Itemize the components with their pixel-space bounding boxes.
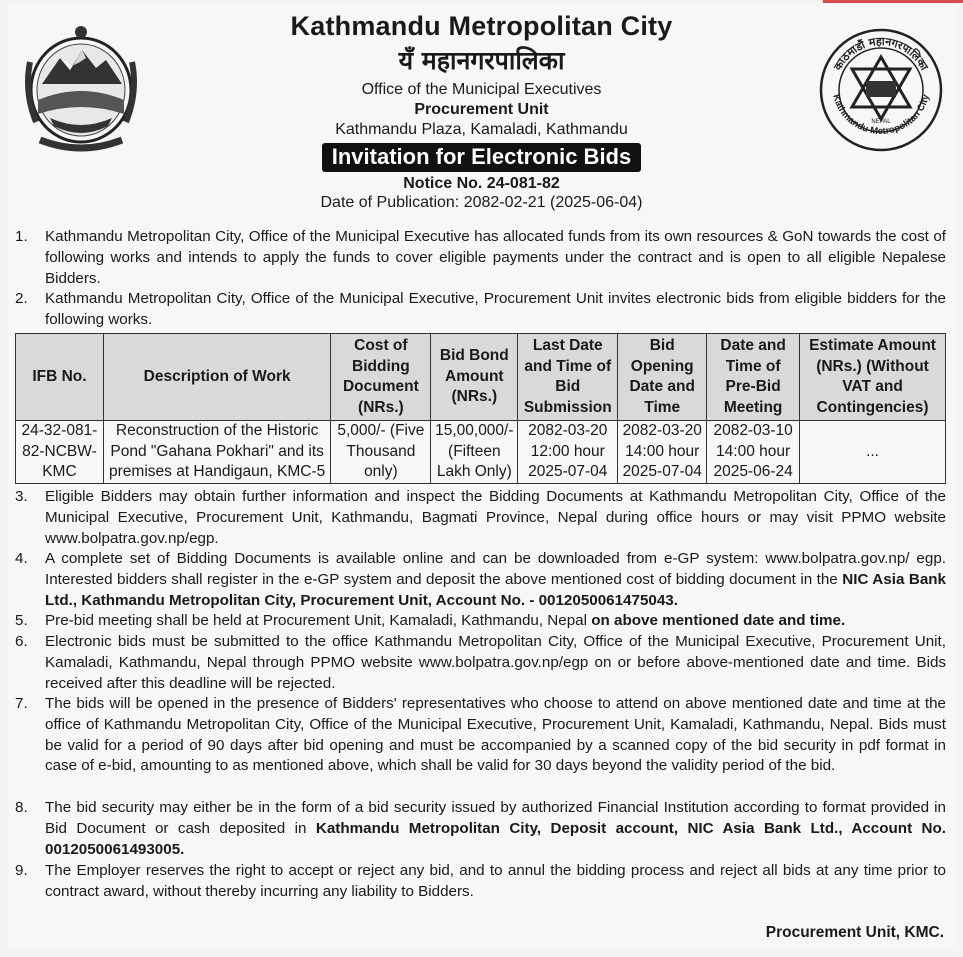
cell-last-date: 2082-03-20 12:00 hour 2025-07-04	[518, 421, 618, 484]
table-row	[16, 421, 946, 484]
office-address: Kathmandu Plaza, Kamaladi, Kathmandu	[335, 121, 628, 138]
seal-center-text: NEPAL	[871, 119, 891, 125]
col-bid-bond: Bid Bond Amount (NRs.)	[431, 334, 518, 421]
seal-text-top: काठमाडौं महानगरपालिका	[831, 34, 931, 73]
emphasis-text: on above mentioned date and time.	[591, 612, 846, 629]
bank-account-text: NIC Asia Bank Ltd., Kathmandu Metropolitan City, Procurement Unit, Account No. - 0012050061475043.	[45, 570, 946, 609]
unit-name: Procurement Unit	[414, 101, 549, 118]
signature-footer: Procurement Unit, KMC.	[765, 924, 944, 941]
local-title: यँ महानगरपालिका	[398, 46, 565, 75]
paragraph-text: Pre-bid meeting shall be held at Procurement Unit, Kamaladi, Kathmandu, Nepal	[45, 612, 587, 629]
cell-cost: 5,000/- (Five Thousand only)	[331, 421, 431, 484]
cell-bid-opening: 2082-03-20 14:00 hour 2025-07-04	[618, 421, 707, 484]
col-pre-bid: Date and Time of Pre-Bid Meeting	[707, 334, 800, 421]
col-last-date: Last Date and Time of Bid Submission	[518, 334, 618, 421]
col-estimate: Estimate Amount (NRs.) (Without VAT and Contingencies)	[800, 334, 946, 421]
table-header-row	[16, 334, 946, 421]
page-title: Kathmandu Metropolitan City	[290, 11, 673, 41]
cell-estimate: ...	[800, 421, 946, 484]
col-cost-bidding-document: Cost of Bidding Document (NRs.)	[331, 334, 431, 421]
paragraph-text: A complete set of Bidding Documents is available online and can be downloaded from e-GP system: www.bolpatra.gov.np/ egp. Interested bidders shall register in the e-GP system and deposit the above mentioned cost of bidding document in the	[45, 550, 946, 588]
paragraph-text: Eligible Bidders may obtain further information and inspect the Bidding Documents at Kathmandu Metropolitan City, Office of the Municipal Executive, Procurement Unit, Kathmandu, Bagmati Province, Nepal during office hours or may visit PPMO website www.bolpatra.gov.np/egp.	[45, 488, 946, 547]
paragraph-text: Electronic bids must be submitted to the office Kathmandu Metropolitan City, Office of the Municipal Executive, Procurement Unit, Kamaladi, Kathmandu, Nepal through PPMO website www.bolpatra.gov.np/egp on or before above-mentioned date and time. Bids received after this deadline will be rejected.	[45, 633, 946, 692]
paragraph-text: The bid security may either be in the form of a bid security issued by authorized Financial Institution according to format provided in Bid Document or cash deposited in	[45, 799, 946, 837]
notice-number: Notice No. 24-081-82	[403, 175, 560, 192]
invitation-banner: Invitation for Electronic Bids	[322, 143, 641, 172]
bids-table	[15, 333, 946, 484]
publication-date: Date of Publication: 2082-02-21 (2025-06-04)	[320, 194, 643, 211]
deposit-account-text: Kathmandu Metropolitan City, Deposit account, NIC Asia Bank Ltd., Account No. 0012050061493005.	[45, 819, 946, 858]
cell-description: Reconstruction of the Historic Pond "Gahana Pokhari" and its premises at Handigaun, KMC-5	[103, 421, 331, 484]
seal-text-bottom: Kathmandu Metropolitan City	[830, 93, 932, 138]
cell-ifb-no: 24-32-081-82-NCBW-KMC	[16, 421, 104, 484]
notice-header	[0, 10, 963, 212]
col-bid-opening: Bid Opening Date and Time	[618, 334, 707, 421]
cell-bid-bond: 15,00,000/- (Fifteen Lakh Only)	[431, 421, 518, 484]
paragraph-text: The Employer reserves the right to accept or reject any bid, and to annul the bidding process and reject all bids at any time prior to contract award, without thereby incurring any liability to Bidders.	[45, 862, 946, 900]
office-name: Office of the Municipal Executives	[361, 81, 602, 98]
top-accent-line	[823, 0, 963, 3]
cell-pre-bid: 2082-03-10 14:00 hour 2025-06-24	[707, 421, 800, 484]
col-ifb-no: IFB No.	[16, 334, 104, 421]
paragraph-text: Kathmandu Metropolitan City, Office of the Municipal Executive, Procurement Unit invites electronic bids from eligible bidders for the following works.	[45, 290, 946, 328]
paragraph-text: Kathmandu Metropolitan City, Office of the Municipal Executive has allocated funds from its own resources & GoN towards the cost of following works and intends to apply the funds to cover eligible payments under the contract and is open to all eligible Nepalese Bidders.	[45, 228, 946, 287]
paragraph-text: The bids will be opened in the presence of Bidders' representatives who choose to attend on above mentioned date and time at the office of Kathmandu Metropolitan City, Office of the Municipal Executive, Procurement Unit, Kamaladi, Kathmandu, Nepal. Bids must be valid for a period of 90 days after bid opening and must be accompanied by a scanned copy of the bid security in pdf format in case of e-bid, amounting to as mentioned above, which shall be valid for 30 days beyond the validity period of the bid.	[45, 695, 946, 775]
col-description: Description of Work	[103, 334, 331, 421]
